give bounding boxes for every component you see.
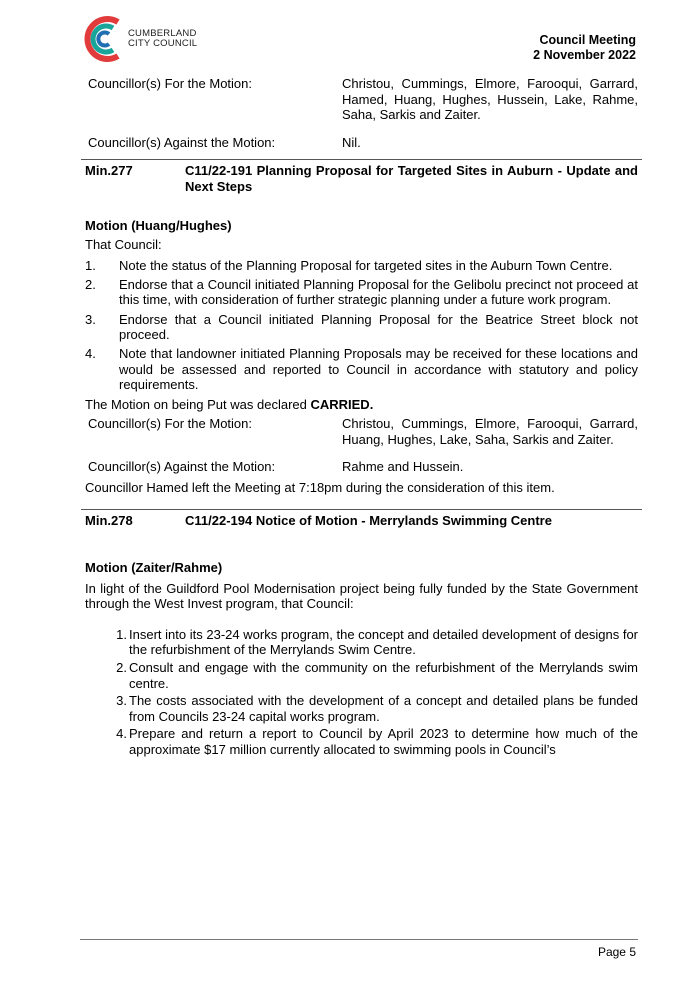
meeting-date: 2 November 2022 [533,48,636,62]
meeting-header [533,33,636,63]
vote-against-names: Nil. [342,134,361,150]
list-item [85,726,638,757]
item-text: Prepare and return a report to Council by April 2023 to determine how much of the approximate $17 million currently allocated to swimming pools in Council’s [129,726,638,757]
logo-line-2: CITY COUNCIL [128,38,198,49]
list-item [85,258,638,274]
result-text: The Motion on being Put was declared [85,396,311,412]
motion-result [85,397,638,413]
page-number: Page 5 [597,945,636,959]
footer-divider [80,939,638,940]
list-item [85,660,638,691]
list-item [85,277,638,308]
item-text: Note the status of the Planning Proposal for targeted sites in the Auburn Town Centre. [119,257,613,273]
item-heading [85,513,638,529]
motion-intro: In light of the Guildford Pool Modernisation project being fully funded by the State Government through the West Invest program, that Council: [85,580,638,612]
meeting-title: Council Meeting [539,33,636,47]
item-text: Note that landowner initiated Planning Proposals may be received for these locations and would be assessed and reported to Council in accordance with statutory and policy requirements. [119,346,638,393]
divider [81,159,642,160]
motion-points [85,627,638,758]
list-item [85,627,638,658]
item-text: Endorse that a Council initiated Planning Proposal for the Beatrice Street block not proceed. [119,311,638,343]
vote-for-label: Councillor(s) For the Motion: [88,416,252,432]
vote-against-label: Councillor(s) Against the Motion: [88,459,276,475]
motion-heading: Motion (Huang/Hughes) [85,217,232,233]
logo-mark-icon [80,13,124,65]
motion-points [85,258,638,393]
list-item [85,693,638,724]
logo-wordmark [128,29,197,49]
item-number: 2. [116,660,127,676]
item-text: Insert into its 23-24 works program, the concept and detailed development of designs for the refurbishment of the Merrylands Swim Centre. [129,626,638,658]
vote-against-label: Councillor(s) Against the Motion: [88,134,276,150]
vote-for-label: Councillor(s) For the Motion: [88,76,252,91]
votes-for [88,416,638,447]
item-text: The costs associated with the development of a concept and detailed plans be funded from Councils 23-24 capital works program. [129,693,638,724]
item-title: C11/22-191 Planning Proposal for Targeted Sites in Auburn - Update and Next Steps [185,163,638,194]
item-number: 1. [116,626,127,642]
item-text: Endorse that a Council initiated Planning Proposal for the Gelibolu precinct not proceed at this time, with consideration of further strategic planning under a future work program. [119,276,638,308]
prev-votes-for [88,76,638,123]
attendance-note: Councillor Hamed left the Meeting at 7:18pm during the consideration of this item. [85,479,555,495]
minute-number: Min.277 [85,163,133,179]
logo-line-1: CUMBERLAND [128,28,197,39]
minutes-body [85,76,638,760]
divider [81,509,642,510]
item-title: C11/22-194 Notice of Motion - Merrylands Swimming Centre [185,513,552,529]
item-heading [85,163,638,194]
cumberland-logo [80,13,210,65]
votes-against [88,459,638,475]
item-number: 4. [116,726,127,742]
prev-votes-against [88,135,638,151]
item-number: 1. [85,257,96,273]
vote-for-names: Christou, Cummings, Elmore, Farooqui, Garrard, Hamed, Huang, Hughes, Hussein, Lake, Rahme, Saha, Sarkis and Zaiter. [342,76,638,123]
item-text: Consult and engage with the community on the refurbishment of the Merrylands swim centre. [129,660,638,691]
result-status: CARRIED. [310,396,374,412]
item-number: 4. [85,346,96,362]
list-item [85,312,638,343]
minute-number: Min.278 [85,513,133,529]
motion-intro: That Council: [85,237,162,253]
item-number: 3. [85,311,96,327]
motion-heading: Motion (Zaiter/Rahme) [85,560,223,576]
vote-against-names: Rahme and Hussein. [342,459,464,475]
vote-for-names: Christou, Cummings, Elmore, Farooqui, Garrard, Huang, Hughes, Lake, Saha, Sarkis and Zaiter. [342,416,638,447]
item-number: 3. [116,693,127,709]
item-number: 2. [85,276,96,292]
list-item [85,346,638,393]
